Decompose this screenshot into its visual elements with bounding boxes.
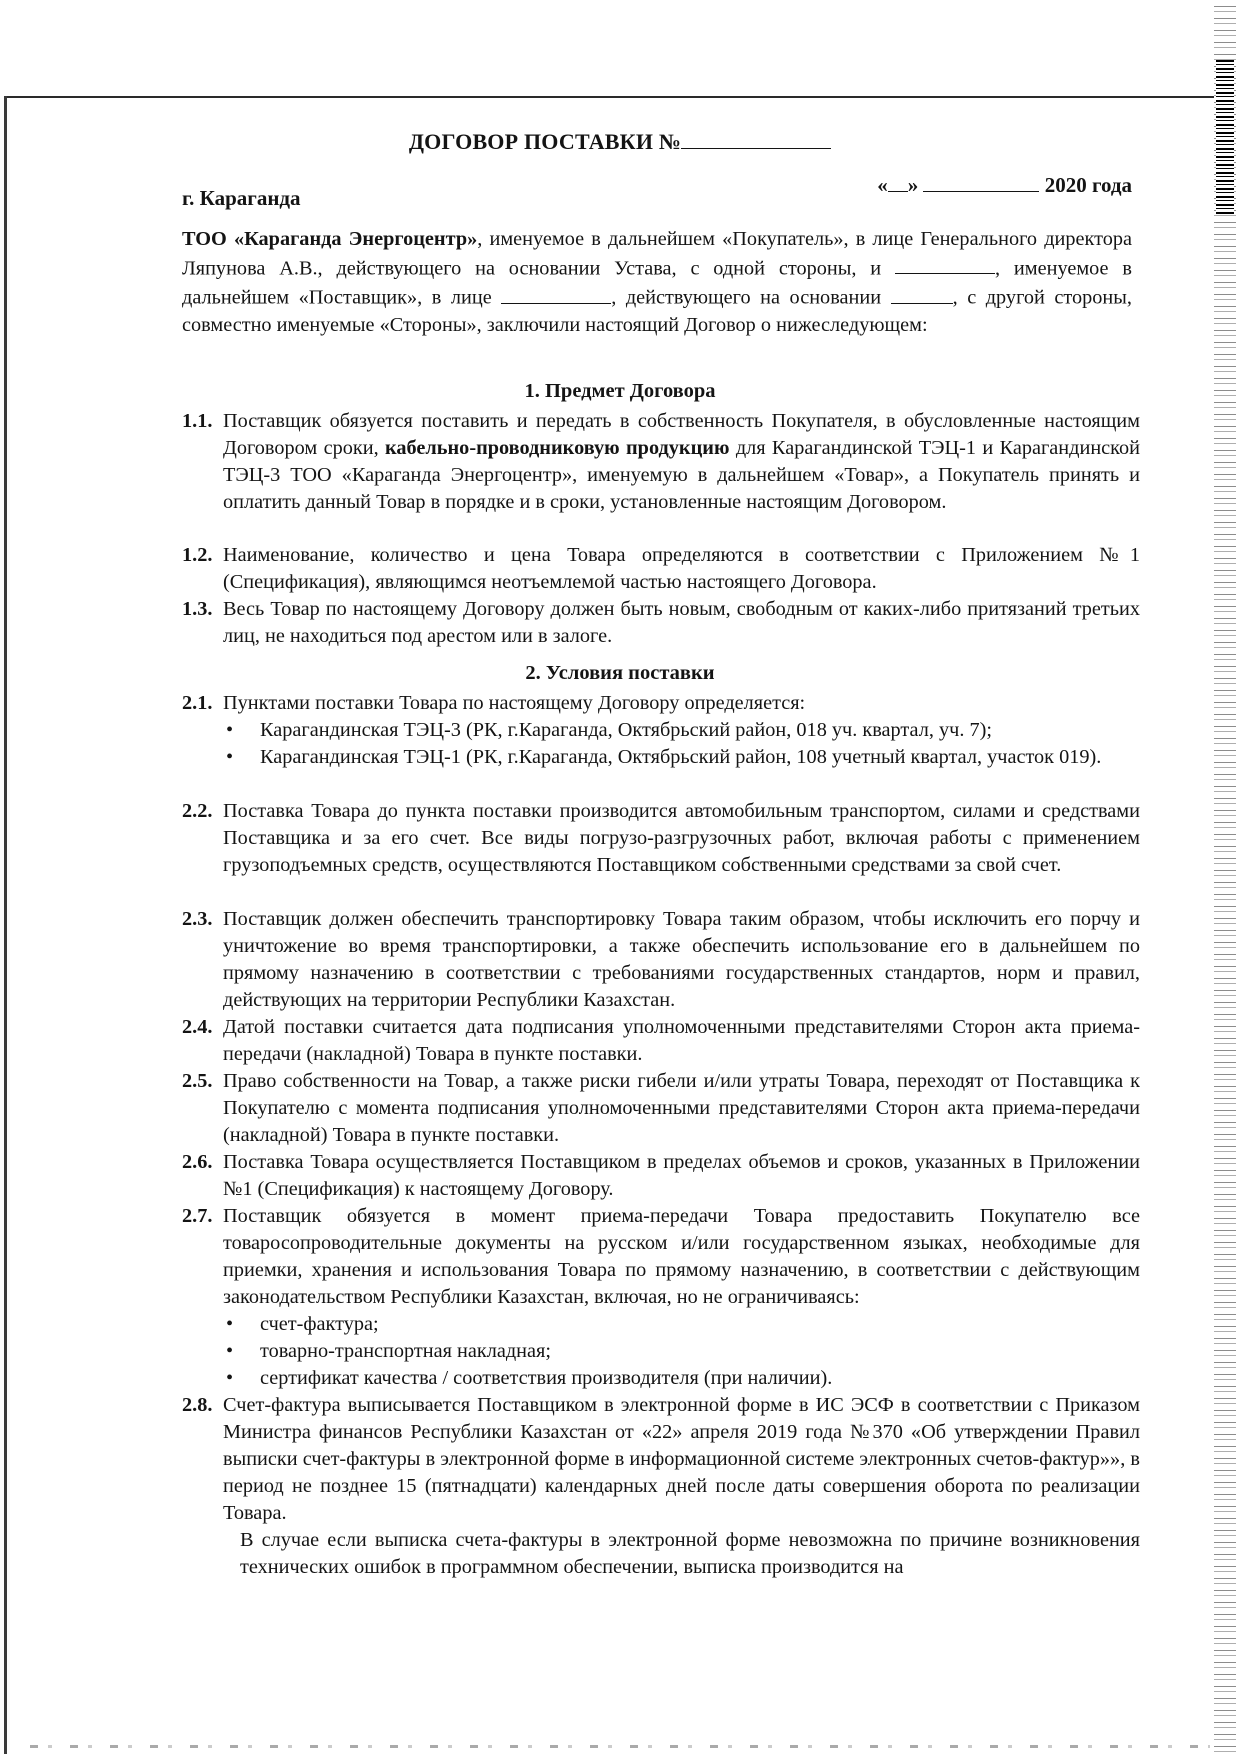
section-2-heading: 2. Условия поставки [525, 662, 715, 684]
preamble-part-4: , с другой стороны, совместно именуемые «Стороны», заключили настоящий Договор о нижеследующем: [182, 286, 1132, 336]
city-label: г. Караганда [182, 186, 301, 210]
clause-text: Пунктами поставки Товара по настоящему Договору определяется: [223, 692, 806, 714]
clause-text-a: Поставщик обязуется поставить и передать в собственность Покупателя, в обусловленные настоящим Договором сроки, [223, 410, 1140, 459]
clause-text: Поставка Товара до пункта поставки производится автомобильным транспортом, силами и средствами Поставщика и за его счет. Все виды погрузо-разгрузочных работ, включая работы с применением грузоподъемных средств, осуществляются Поставщиком собственными средствами за свой счет. [223, 800, 1140, 876]
clause-text: Поставка Товара осуществляется Поставщиком в пределах объемов и сроков, указанных в Приложении №1 (Спецификация) к настоящему Договору. [223, 1151, 1140, 1200]
clause-number: 2.4. [182, 1016, 213, 1038]
preamble-part-3: , действующего на основании [611, 286, 891, 309]
clause-number: 2.3. [182, 908, 213, 930]
list-item: • Карагандинская ТЭЦ-1 (РК, г.Караганда, Октябрьский район, 108 учетный квартал, участок 019). [222, 744, 1140, 771]
clause-number: 1.2. [182, 544, 213, 566]
clause-2-6 [182, 1149, 1140, 1203]
date-year: 2020 года [1044, 173, 1132, 197]
contract-number-blank [681, 126, 831, 149]
documents-list [222, 1311, 1140, 1392]
clause-text: Датой поставки считается дата подписания уполномоченными представителями Сторон акта приема-передачи (накладной) Товара в пункте поставки. [223, 1016, 1140, 1065]
clause-number: 1.3. [182, 598, 213, 620]
clause-2-7 [182, 1203, 1140, 1311]
preamble-part-2: , именуемое в дальнейшем «Поставщик», в лице [182, 257, 1132, 309]
clause-number: 2.1. [182, 692, 213, 714]
clause-2-3 [182, 906, 1140, 1014]
clause-1-1 [182, 408, 1140, 516]
clause-2-2 [182, 798, 1140, 879]
clause-2-8-continuation: В случае если выписка счета-фактуры в электронной форме невозможна по причине возникновения технических ошибок в программном обеспечении, выписка производится на [240, 1529, 1140, 1578]
preamble-part-1: , именуемое в дальнейшем «Покупатель», в лице Генерального директора Ляпунова А.В., действующего на основании Устава, с одной стороны, и [182, 228, 1132, 280]
list-item: • Карагандинская ТЭЦ-3 (РК, г.Караганда, Октябрьский район, 018 уч. квартал, уч. 7); [222, 717, 1140, 744]
clause-text [223, 408, 1140, 516]
clause-number: 1.1. [182, 410, 213, 432]
delivery-points-list [222, 717, 1140, 771]
clause-2-5 [182, 1068, 1140, 1149]
list-item: • сертификат качества / соответствия производителя (при наличии). [222, 1365, 1140, 1392]
clause-text: Поставщик обязуется в момент приема-передачи Товара предоставить Покупателю все товаросопроводительные документы на русском и/или государственном языках, необходимые для приемки, хранения и использования Товара по прямому назначению, в соответствии с действующим законодательством Республики Казахстан, включая, но не ограничиваясь: [223, 1205, 1140, 1308]
clause-number: 2.8. [182, 1394, 213, 1416]
document-title [0, 126, 1240, 155]
day-blank [888, 170, 908, 192]
clause-text: Наименование, количество и цена Товара определяются в соответствии с Приложением №1 (Спецификация), являющимся неотъемлемой частью настоящего Договора. [223, 544, 1140, 593]
clause-number: 2.5. [182, 1070, 213, 1092]
contract-date [877, 170, 1132, 198]
clause-text: Счет-фактура выписывается Поставщиком в электронной форме в ИС ЭСФ в соответствии с Приказом Министра финансов Республики Казахстан от «22» апреля 2019 года №370 «Об утверждении Правил выписки счет-фактуры в электронной форме в информационной системе электронных счетов-фактур»», в период не позднее 15 (пятнадцати) календарных дней после даты совершения оборота по реализации Товара. [223, 1394, 1140, 1524]
section-1-heading: 1. Предмет Договора [524, 380, 716, 402]
supplier-name-blank [895, 253, 995, 274]
date-quote-open: « [877, 173, 888, 197]
clause-2-4 [182, 1014, 1140, 1068]
list-item: • счет-фактура; [222, 1311, 1140, 1338]
clause-number: 2.7. [182, 1205, 213, 1227]
clause-text-b: для Карагандинской ТЭЦ-1 и Карагандинской ТЭЦ-3 ТОО «Караганда Энергоцентр», именуемую в дальнейшем «Товар», а Покупатель принять и оплатить данный Товар в порядке и в сроки, установленные настоящим Договором. [223, 437, 1141, 513]
list-item: • товарно-транспортная накладная; [222, 1338, 1140, 1365]
product-name: кабельно-проводниковую продукцию [385, 437, 730, 459]
preamble [182, 226, 1132, 339]
clause-text: Весь Товар по настоящему Договору должен быть новым, свободным от каких-либо притязаний третьих лиц, не находиться под арестом или в залоге. [223, 598, 1140, 647]
supplier-basis-blank [891, 282, 953, 303]
clause-text: Право собственности на Товар, а также риски гибели и/или утраты Товара, переходят от Поставщика к Покупателю с момента подписания уполномоченными представителями Сторон акта приема-передачи (накладной) Товара в пункте поставки. [223, 1070, 1140, 1146]
buyer-org-name: ТОО «Караганда Энергоцентр» [182, 228, 478, 250]
clause-number: 2.6. [182, 1151, 213, 1173]
supplier-rep-blank [501, 282, 611, 303]
title-text: ДОГОВОР ПОСТАВКИ № [408, 129, 682, 154]
clause-number: 2.2. [182, 800, 213, 822]
date-quote-close: » [907, 173, 919, 197]
clause-1-2 [182, 542, 1140, 596]
clause-1-3 [182, 596, 1140, 650]
clause-2-1 [182, 690, 1140, 717]
month-blank [923, 170, 1039, 192]
clause-2-8 [182, 1392, 1140, 1527]
clause-text: Поставщик должен обеспечить транспортировку Товара таким образом, чтобы исключить его порчу и уничтожение во время транспортировки, а также обеспечить использование его в дальнейшем по прямому назначению в соответствии с требованиями государственных стандартов, норм и правил, действующих на территории Республики Казахстан. [223, 908, 1140, 1011]
